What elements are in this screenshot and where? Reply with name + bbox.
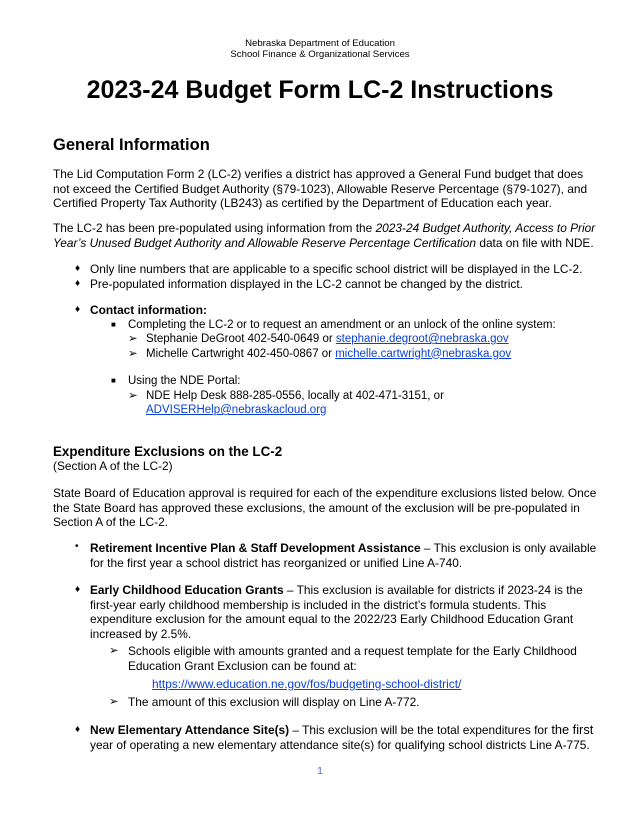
nde-helpdesk-text: NDE Help Desk 888-285-0556, locally at 402-471-3151, or — [146, 389, 444, 402]
contact-person-2: Michelle Cartwright 402-450-0867 or michelle.cartwright@nebraska.gov — [146, 347, 512, 360]
exclusion-item-2-sub-2: The amount of this exclusion will display on Line A-772. — [128, 695, 420, 709]
header-line-1: Nebraska Department of Education — [245, 38, 395, 49]
exclusion-item-2-line-4: increased by 2.5%. — [90, 626, 192, 641]
general-paragraph-2-line-1: The LC-2 has been pre-populated using information from the 2023-24 Budget Authority, Access to Prior — [53, 221, 596, 235]
contact-person-1: Stephanie DeGroot 402-540-0649 or stephanie.degroot@nebraska.gov — [146, 333, 509, 345]
arrow-bullet-icon: ➢ — [128, 347, 138, 360]
arrow-bullet-icon: ➢ — [128, 333, 138, 345]
exclusions-intro-line-2: the State Board has approved these exclusions, the amount of the exclusion will be pre-populated in — [53, 500, 580, 515]
arrow-bullet-icon: ➢ — [109, 696, 119, 708]
general-bullet-2: Pre-populated information displayed in the LC-2 cannot be changed by the district. — [90, 276, 523, 291]
nde-portal-label: Using the NDE Portal: — [128, 375, 241, 387]
page-number: 1 — [317, 765, 323, 777]
budgeting-school-district-link[interactable]: https://www.education.ne.gov/fos/budgeting-school-district/ — [152, 677, 462, 691]
expenditure-exclusions-heading: Expenditure Exclusions on the LC-2 — [53, 444, 283, 459]
exclusion-item-2-sub-1-line-1: Schools eligible with amounts granted and a request template for the Early Childhood — [128, 644, 577, 658]
square-bullet-icon: ■ — [111, 319, 116, 329]
exclusion-item-2-line-1: Early Childhood Education Grants – This exclusion is available for districts if 2023-24 is the — [90, 583, 583, 597]
general-paragraph-1-line-1: The Lid Computation Form 2 (LC-2) verifies a district has approved a General Fund budget that does — [53, 167, 584, 181]
stephanie-email-link[interactable]: stephanie.degroot@nebraska.gov — [335, 333, 509, 345]
diamond-bullet-icon: ♦ — [75, 277, 81, 289]
general-bullet-1: Only line numbers that are applicable to a specific school district will be displayed in the LC-2. — [90, 262, 583, 276]
exclusions-intro-line-3: Section A of the LC-2. — [53, 515, 169, 529]
contact-information-label: Contact information: — [90, 303, 207, 317]
exclusion-item-3-line-2: year of operating a new elementary attendance site(s) for qualifying school districts Line A-775. — [90, 737, 590, 752]
page-title: 2023-24 Budget Form LC-2 Instructions — [86, 76, 554, 104]
exclusion-item-2-line-3: expenditure exclusion for the amount equal to the 2022/23 Early Childhood Education Grant — [90, 612, 574, 626]
diamond-bullet-icon: • — [75, 541, 79, 552]
adviser-help-email-link[interactable]: ADVISERHelp@nebraskacloud.org — [146, 404, 327, 416]
adviser-help-email-line — [146, 403, 326, 418]
square-bullet-icon: ■ — [111, 376, 116, 385]
contact-sub-bullet-1: Completing the LC-2 or to request an amendment or an unlock of the online system: — [128, 318, 556, 331]
header-line-2: School Finance & Organizational Services — [230, 49, 410, 60]
general-paragraph-2-line-2: Year’s Unused Budget Authority and Allowable Reserve Percentage Certification data on file with NDE. — [53, 235, 594, 250]
general-paragraph-1-line-3: Certified Property Tax Authority (LB243) as certified by the Department of Education each year. — [53, 196, 552, 210]
diamond-bullet-icon: ♦ — [75, 724, 81, 735]
diamond-bullet-icon: ♦ — [75, 304, 81, 315]
budgeting-link-line — [152, 677, 461, 692]
exclusions-intro-line-1: State Board of Education approval is required for each of the expenditure exclusions listed below. Once — [53, 486, 597, 500]
exclusion-item-1-line-1: Retirement Incentive Plan & Staff Development Assistance – This exclusion is only available — [90, 541, 597, 555]
diamond-bullet-icon: ♦ — [75, 263, 81, 274]
arrow-bullet-icon: ➢ — [109, 645, 119, 657]
general-information-heading: General Information — [53, 136, 210, 154]
arrow-bullet-icon: ➢ — [128, 389, 138, 402]
exclusion-item-3-line-1: New Elementary Attendance Site(s) – This exclusion will be the total expenditures for the first — [90, 722, 594, 737]
general-paragraph-1-line-2: not exceed the Certified Budget Authority (§79-1023), Allowable Reserve Percentage (§79-1027), and — [53, 181, 588, 196]
diamond-bullet-icon: ♦ — [75, 584, 81, 595]
exclusion-item-1-line-2: for the first year a school district has reorganized or unified Line A-740. — [90, 555, 463, 570]
exclusion-item-2-sub-1-line-2: Education Grant Exclusion can be found at: — [128, 658, 357, 673]
expenditure-exclusions-subheading: (Section A of the LC-2) — [53, 459, 173, 473]
michelle-email-link[interactable]: michelle.cartwright@nebraska.gov — [335, 347, 512, 360]
exclusion-item-2-line-2: first-year early childhood membership is included in the district’s formula students. This — [90, 597, 547, 612]
